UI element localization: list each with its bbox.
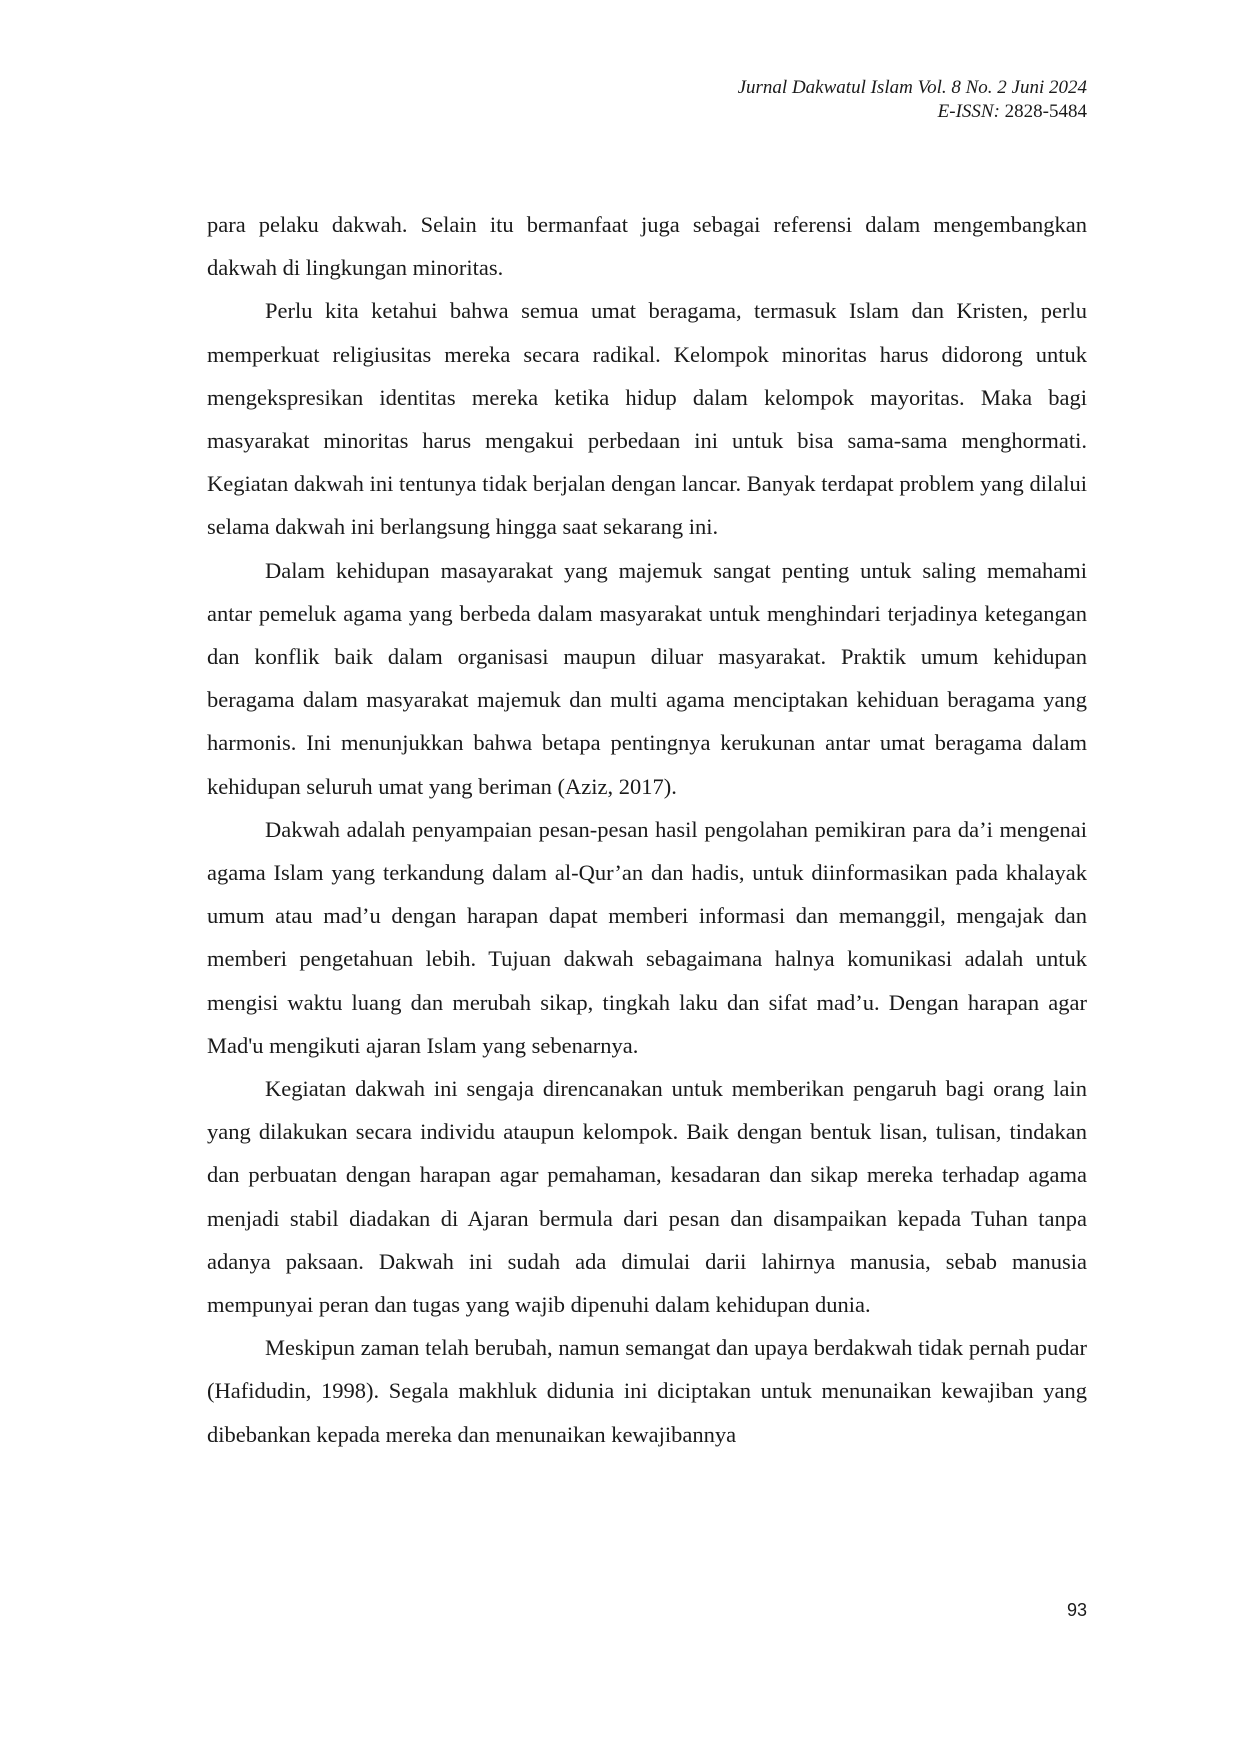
paragraph: Dakwah adalah penyampaian pesan-pesan hasil pengolahan pemikiran para da’i mengenai agama Islam yang terkandung dalam al-Qur’an dan hadis, untuk diinformasikan pada khalayak umum atau mad’u dengan harapan dapat memberi informasi dan memanggil, mengajak dan memberi pengetahuan lebih. Tujuan dakwah sebagaimana halnya komunikasi adalah untuk mengisi waktu luang dan merubah sikap, tingkah laku dan sifat mad’u. Dengan harapan agar Mad'u mengikuti ajaran Islam yang sebenarnya. bbox=[207, 816, 1087, 1058]
issn-label: E-ISSN: bbox=[937, 101, 1000, 122]
paragraph: Dalam kehidupan masayarakat yang majemuk sangat penting untuk saling memahami antar pemeluk agama yang berbeda dalam masyarakat untuk menghindari terjadinya ketegangan dan konflik baik dalam organisasi maupun diluar masyarakat. Praktik umum kehidupan beragama dalam masyarakat majemuk dan multi agama menciptakan kehiduan beragama yang harmonis. Ini menunjukkan bahwa betapa pentingnya kerukunan antar umat beragama dalam kehidupan seluruh umat yang beriman (Aziz, 2017). bbox=[207, 557, 1087, 799]
paragraph-continuation: para pelaku dakwah. Selain itu bermanfaat juga sebagai referensi dalam mengembangkan dakwah di lingkungan minoritas. bbox=[207, 212, 1087, 281]
running-header bbox=[738, 76, 1087, 124]
paragraph: Perlu kita ketahui bahwa semua umat beragama, termasuk Islam dan Kristen, perlu memperkuat religiusitas mereka secara radikal. Kelompok minoritas harus didorong untuk mengekspresikan identitas mereka ketika hidup dalam kelompok mayoritas. Maka bagi masyarakat minoritas harus mengakui perbedaan ini untuk bisa sama-sama menghormati. Kegiatan dakwah ini tentunya tidak berjalan dengan lancar. Banyak terdapat problem yang dilalui selama dakwah ini berlangsung hingga saat sekarang ini. bbox=[207, 298, 1087, 540]
body-text bbox=[207, 203, 1087, 1456]
paragraph: Meskipun zaman telah berubah, namun semangat dan upaya berdakwah tidak pernah pudar (Hafidudin, 1998). Segala makhluk didunia ini diciptakan untuk menunaikan kewajiban yang dibebankan kepada mereka dan menunaikan kewajibannya bbox=[207, 1335, 1087, 1447]
issn-line bbox=[738, 100, 1087, 124]
paragraph: Kegiatan dakwah ini sengaja direncanakan untuk memberikan pengaruh bagi orang lain yang dilakukan secara individu ataupun kelompok. Baik dengan bentuk lisan, tulisan, tindakan dan perbuatan dengan harapan agar pemahaman, kesadaran dan sikap mereka terhadap agama menjadi stabil diadakan di Ajaran bermula dari pesan dan disampaikan kepada Tuhan tanpa adanya paksaan. Dakwah ini sudah ada dimulai darii lahirnya manusia, sebab manusia mempunyai peran dan tugas yang wajib dipenuhi dalam kehidupan dunia. bbox=[207, 1076, 1087, 1318]
journal-title: Jurnal Dakwatul Islam Vol. 8 No. 2 Juni 2024 bbox=[737, 77, 1087, 98]
issn-number: 2828-5484 bbox=[1004, 101, 1087, 122]
page-number: 93 bbox=[1066, 1600, 1087, 1620]
